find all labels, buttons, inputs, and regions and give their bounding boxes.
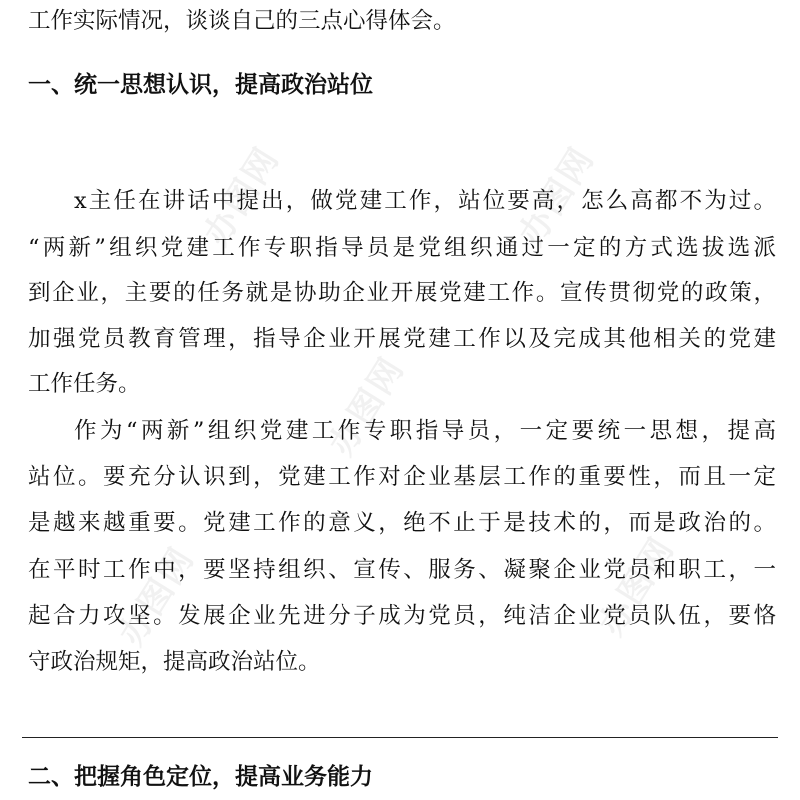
intro-line: 工作实际情况，谈谈自己的三点心得体会。 xyxy=(28,8,456,34)
paragraph-line: 在平时工作中，要坚持组织、宣传、服务、凝聚企业党员和职工，一 xyxy=(28,557,776,583)
paragraph-line: 到企业，主要的任务就是协助企业开展党建工作。宣传贯彻党的政策， xyxy=(28,280,776,306)
watermark: 办图网 xyxy=(591,529,683,643)
section-heading-1: 一、统一思想认识，提高政治站位 xyxy=(28,72,373,98)
watermark: 办图网 xyxy=(321,349,413,463)
watermark: 办图网 xyxy=(196,139,288,253)
section-heading-2: 二、把握角色定位，提高业务能力 xyxy=(28,764,373,790)
paragraph-line: “两新”组织党建工作专职指导员是党组织通过一定的方式选拔选派 xyxy=(28,235,776,261)
paragraph-line: 是越来越重要。党建工作的意义，绝不止于是技术的，而是政治的。 xyxy=(28,510,776,536)
paragraph-line: 工作任务。 xyxy=(28,371,141,397)
paragraph-line: 站位。要充分认识到，党建工作对企业基层工作的重要性，而且一定 xyxy=(28,464,776,490)
watermark: 办图网 xyxy=(511,139,603,253)
page-divider xyxy=(22,737,778,738)
watermark: 办图网 xyxy=(111,539,203,653)
paragraph-line: 守政治规矩，提高政治站位。 xyxy=(28,649,321,675)
paragraph-line: 起合力攻坚。发展企业先进分子成为党员，纯洁企业党员队伍，要恪 xyxy=(28,603,776,629)
paragraph-line: x主任在讲话中提出，做党建工作，站位要高，怎么高都不为过。 xyxy=(74,188,776,214)
paragraph-line: 作为“两新”组织党建工作专职指导员，一定要统一思想，提高 xyxy=(74,418,776,444)
paragraph-line: 加强党员教育管理，指导企业开展党建工作以及完成其他相关的党建 xyxy=(28,326,776,352)
